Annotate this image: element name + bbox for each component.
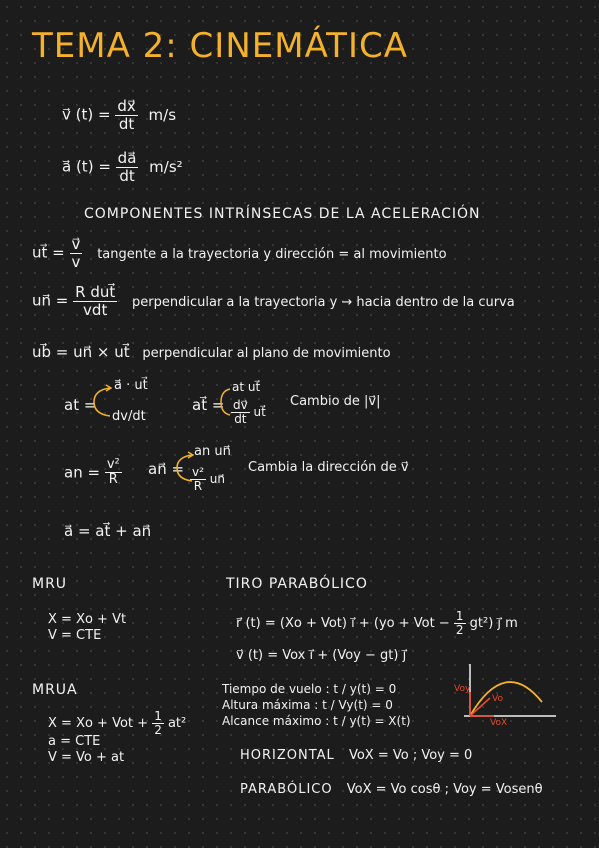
tiro-heading: TIRO PARABÓLICO bbox=[226, 576, 368, 592]
mrua-line-1: X = Xo + Vot + $\frac{1}{2}$ at² bbox=[48, 709, 187, 738]
at-scalar-lhs: at = bbox=[64, 396, 97, 414]
diagram-label-voy: Voy bbox=[454, 684, 471, 694]
tiro-fact-max-height: Altura máxima : t / Vy(t) = 0 bbox=[222, 698, 393, 712]
tiro-velocity: v⃗ (t) = Vox i⃗ + (Voy − gt) j⃗ bbox=[236, 648, 407, 663]
acceleration-definition bbox=[62, 150, 183, 184]
an-scalar: an = $\frac{\text{v²}}{R}$ bbox=[64, 457, 120, 488]
diagram-label-vox: VoX bbox=[490, 718, 508, 728]
ub-definition: ub⃗ = un⃗ × ut⃗ perpendicular al plano de movimiento bbox=[32, 343, 391, 361]
an-note: Cambia la dirección de v⃗ bbox=[248, 460, 409, 475]
mru-line-2: V = CTE bbox=[48, 628, 102, 643]
at-scalar-bottom: dv/dt bbox=[112, 409, 146, 424]
tiro-fact-flight-time: Tiempo de vuelo : t / y(t) = 0 bbox=[222, 682, 397, 696]
tiro-position: r⃗ (t) = (Xo + Vot) i⃗ + (yo + Vot − $\frac{1}{2}$ gt²) j⃗ m bbox=[236, 609, 518, 638]
diagram-label-vo: Vo bbox=[492, 694, 503, 704]
an-vector-lhs: an⃗ = bbox=[148, 460, 185, 478]
an-vector-bottom: $\frac{\text{v²}}{R}$ un⃗ bbox=[192, 465, 225, 494]
components-heading: COMPONENTES INTRÍNSECAS DE LA ACELERACIÓN bbox=[84, 206, 481, 222]
an-vector-top: an un⃗ bbox=[194, 444, 231, 459]
ut-definition: ut⃗ = $\frac{v⃗}{v}$ tangente a la trayectoria y dirección = al movimiento bbox=[32, 235, 447, 271]
at-note: Cambio de |v⃗| bbox=[290, 394, 381, 409]
at-scalar-top: a⃗ · ut⃗ bbox=[114, 378, 148, 393]
tiro-fact-max-range: Alcance máximo : t / y(t) = X(t) bbox=[222, 714, 411, 728]
at-vector-bottom: $\frac{dv⃗}{dt}$ ut⃗ bbox=[233, 398, 266, 427]
at-brace-arrows bbox=[88, 382, 112, 422]
acceleration-unit: m/s² bbox=[149, 157, 183, 176]
velocity-lhs: v⃗ (t) = bbox=[62, 105, 111, 124]
acceleration-sum: a⃗ = at⃗ + an⃗ bbox=[64, 522, 152, 540]
acceleration-lhs: a⃗ (t) = bbox=[62, 157, 111, 176]
un-definition: un⃗ = $\frac{\text{R dut⃗}}{\text{vdt}}$ perpendicular a la trayectoria y → hacia dentro de la curva bbox=[32, 283, 515, 319]
horizontal-row: HORIZONTAL VoX = Vo ; Voy = 0 bbox=[240, 748, 473, 763]
at-vector-top: at ut⃗ bbox=[232, 380, 261, 394]
velocity-definition bbox=[62, 98, 176, 132]
mrua-line-3: V = Vo + at bbox=[48, 750, 125, 765]
mru-line-1: X = Xo + Vt bbox=[48, 612, 127, 627]
velocity-fraction: $\frac{dx⃗}{dt}$ bbox=[117, 97, 136, 133]
velocity-unit: m/s bbox=[148, 105, 177, 124]
mrua-line-2: a = CTE bbox=[48, 734, 101, 749]
acceleration-fraction: $\frac{da⃗}{dt}$ bbox=[117, 149, 137, 185]
page-title: TEMA 2: CINEMÁTICA bbox=[32, 26, 408, 66]
at-vector-brace bbox=[218, 385, 232, 419]
mru-heading: MRU bbox=[32, 576, 68, 592]
mrua-heading: MRUA bbox=[32, 682, 78, 698]
parabolico-row: PARABÓLICO VoX = Vo cosθ ; Voy = Vosenθ bbox=[240, 782, 543, 797]
at-vector-lhs: at⃗ = bbox=[192, 396, 225, 414]
